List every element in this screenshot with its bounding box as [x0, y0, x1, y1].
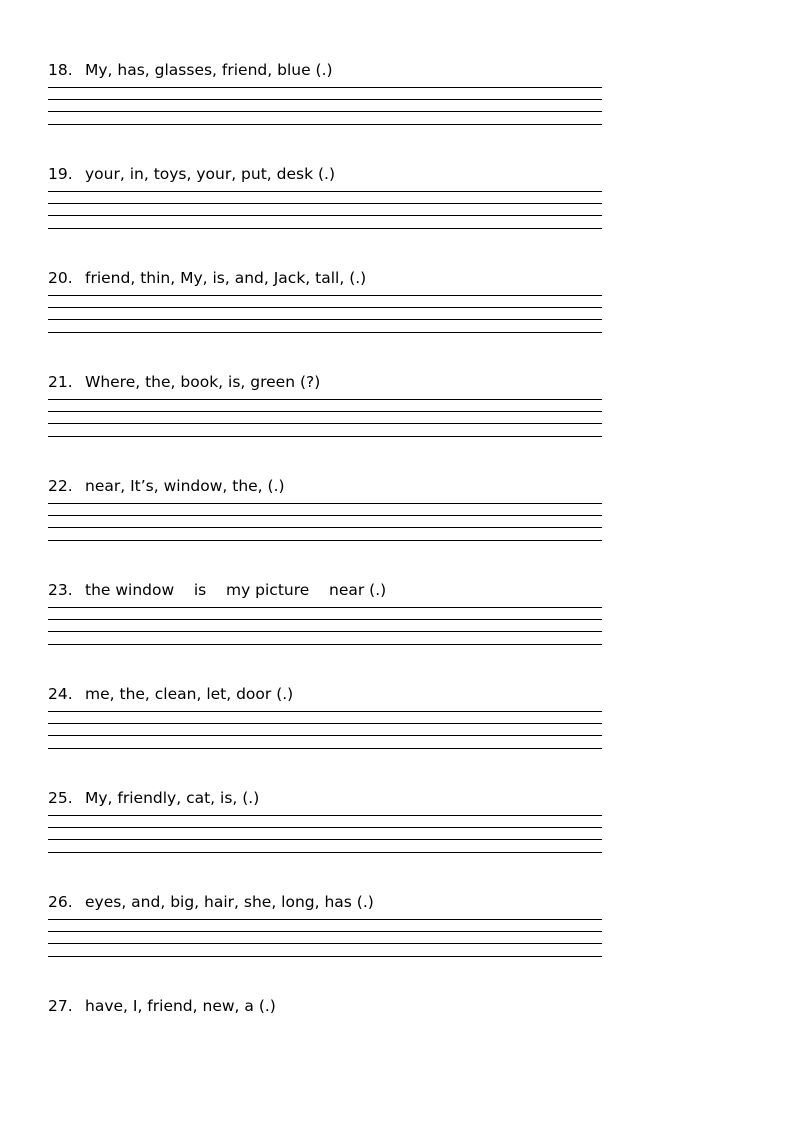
question-words: the window is my picture near (.) [85, 581, 387, 599]
writing-line [48, 607, 602, 608]
question-number: 22. [48, 477, 73, 495]
question-prompt [48, 680, 608, 708]
question-number: 20. [48, 269, 73, 287]
writing-line [48, 191, 602, 192]
writing-line [48, 827, 602, 828]
writing-line [48, 619, 602, 620]
writing-line [48, 111, 602, 112]
question-words: My, friendly, cat, is, (.) [85, 789, 260, 807]
writing-line [48, 411, 602, 412]
writing-line [48, 203, 602, 204]
writing-line [48, 215, 602, 216]
question-26 [48, 888, 608, 919]
writing-line [48, 540, 602, 541]
question-words: Where, the, book, is, green (?) [85, 373, 321, 391]
writing-line [48, 124, 602, 125]
question-prompt [48, 368, 608, 396]
question-words: have, I, friend, new, a (.) [85, 997, 276, 1015]
question-words: me, the, clean, let, door (.) [85, 685, 294, 703]
question-prompt [48, 160, 608, 188]
writing-line [48, 228, 602, 229]
writing-line [48, 503, 602, 504]
question-words: My, has, glasses, friend, blue (.) [85, 61, 333, 79]
question-number: 19. [48, 165, 73, 183]
question-prompt [48, 264, 608, 292]
question-24 [48, 680, 608, 711]
writing-line [48, 723, 602, 724]
writing-line [48, 644, 602, 645]
writing-line [48, 399, 602, 400]
question-18 [48, 56, 608, 87]
writing-line [48, 931, 602, 932]
writing-line [48, 99, 602, 100]
question-number: 23. [48, 581, 73, 599]
question-prompt [48, 56, 608, 84]
writing-line [48, 423, 602, 424]
writing-line [48, 295, 602, 296]
writing-line [48, 943, 602, 944]
question-prompt [48, 992, 608, 1020]
writing-line [48, 527, 602, 528]
question-prompt [48, 784, 608, 812]
question-prompt [48, 472, 608, 500]
question-words: eyes, and, big, hair, she, long, has (.) [85, 893, 374, 911]
writing-line [48, 319, 602, 320]
question-27 [48, 992, 608, 1020]
writing-line [48, 711, 602, 712]
writing-line [48, 631, 602, 632]
question-words: friend, thin, My, is, and, Jack, tall, (.) [85, 269, 367, 287]
writing-line [48, 307, 602, 308]
question-21 [48, 368, 608, 399]
writing-line [48, 839, 602, 840]
question-number: 21. [48, 373, 73, 391]
writing-line [48, 735, 602, 736]
question-number: 24. [48, 685, 73, 703]
writing-line [48, 436, 602, 437]
question-prompt [48, 576, 608, 604]
question-prompt [48, 888, 608, 916]
writing-line [48, 332, 602, 333]
question-19 [48, 160, 608, 191]
writing-line [48, 919, 602, 920]
writing-line [48, 956, 602, 957]
writing-line [48, 515, 602, 516]
question-25 [48, 784, 608, 815]
writing-line [48, 748, 602, 749]
question-number: 27. [48, 997, 73, 1015]
writing-line [48, 852, 602, 853]
question-words: your, in, toys, your, put, desk (.) [85, 165, 336, 183]
question-23 [48, 576, 608, 607]
writing-line [48, 815, 602, 816]
question-22 [48, 472, 608, 503]
question-number: 26. [48, 893, 73, 911]
question-number: 25. [48, 789, 73, 807]
question-number: 18. [48, 61, 73, 79]
question-words: near, It’s, window, the, (.) [85, 477, 285, 495]
question-20 [48, 264, 608, 295]
writing-line [48, 87, 602, 88]
